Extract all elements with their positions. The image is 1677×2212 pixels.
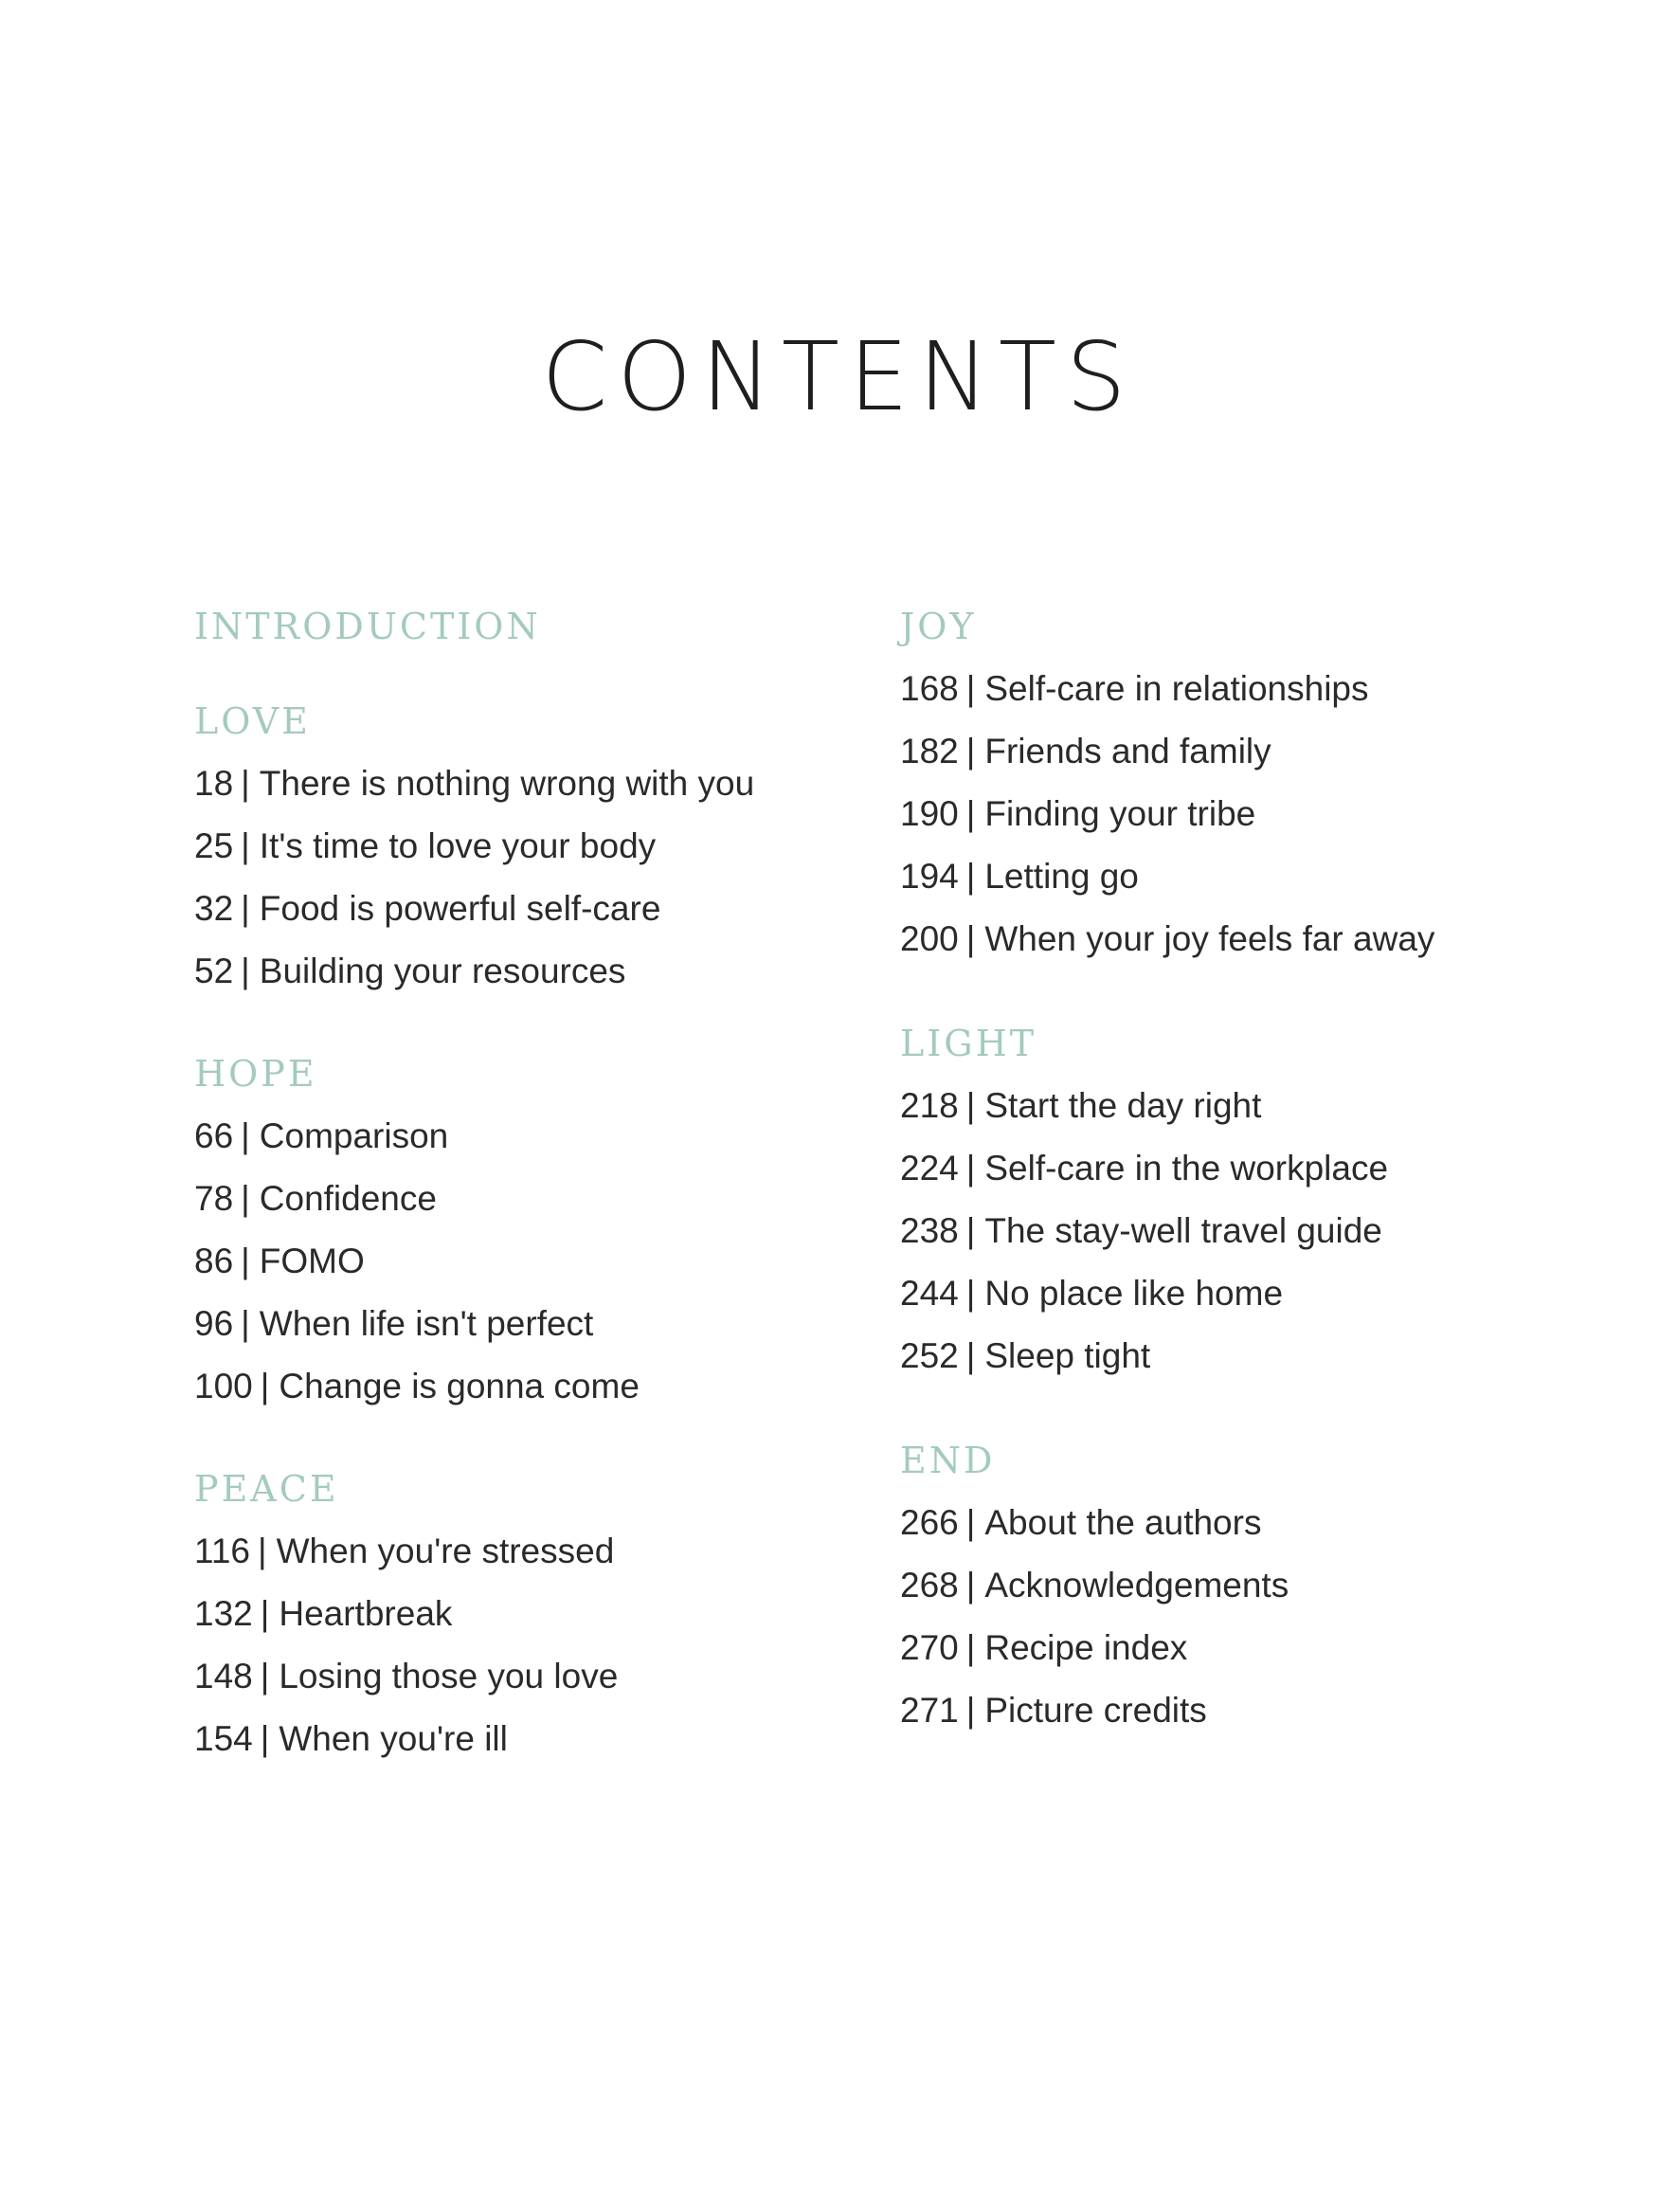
toc-entry[interactable] — [900, 1200, 1620, 1262]
separator: | — [965, 1336, 976, 1375]
entry-title: Losing those you love — [279, 1657, 619, 1695]
section-heading-love[interactable]: LOVE — [194, 700, 311, 742]
toc-section-light — [900, 1012, 1620, 1387]
separator: | — [260, 1719, 270, 1758]
page-number: 168 — [900, 669, 959, 708]
separator: | — [241, 889, 250, 928]
separator: | — [965, 732, 976, 771]
toc-entry[interactable] — [900, 1075, 1620, 1137]
toc-entry[interactable] — [194, 1583, 876, 1645]
toc-section-hope — [194, 1043, 876, 1418]
entry-title: Acknowledgements — [984, 1566, 1289, 1605]
separator: | — [241, 764, 250, 803]
entry-title: FOMO — [259, 1242, 365, 1280]
page-number: 266 — [900, 1503, 959, 1542]
separator: | — [241, 1242, 250, 1280]
toc-section-end — [900, 1429, 1620, 1742]
toc-section-peace — [194, 1458, 876, 1770]
page-number: 244 — [900, 1274, 959, 1313]
page-number: 154 — [194, 1719, 253, 1758]
toc-section-joy — [900, 595, 1620, 970]
page-number: 224 — [900, 1149, 959, 1188]
entry-title: Heartbreak — [279, 1594, 453, 1633]
page-number: 200 — [900, 919, 959, 958]
page-number: 148 — [194, 1657, 253, 1695]
separator: | — [965, 1086, 976, 1125]
entry-title: Food is powerful self-care — [259, 889, 661, 928]
separator: | — [965, 1211, 976, 1250]
entry-title: Start the day right — [984, 1086, 1262, 1125]
section-heading-peace[interactable]: PEACE — [194, 1468, 339, 1510]
section-gap — [900, 1387, 1620, 1429]
toc-entry[interactable] — [900, 845, 1620, 908]
entry-title: Finding your tribe — [984, 794, 1256, 833]
toc-entry[interactable] — [900, 720, 1620, 783]
toc-entry[interactable] — [194, 815, 876, 878]
page-number: 238 — [900, 1211, 959, 1250]
toc-section-love — [194, 690, 876, 1003]
entry-title: Sleep tight — [984, 1336, 1151, 1375]
toc-entry[interactable] — [900, 1492, 1620, 1554]
separator: | — [241, 1179, 250, 1218]
toc-entry[interactable] — [194, 1355, 876, 1418]
page-number: 86 — [194, 1242, 234, 1280]
separator: | — [241, 826, 250, 865]
toc-entry[interactable] — [900, 1617, 1620, 1679]
toc-entry[interactable] — [194, 1293, 876, 1355]
entry-title: There is nothing wrong with you — [259, 764, 755, 803]
toc-entry[interactable] — [900, 783, 1620, 845]
entry-title: Self-care in the workplace — [984, 1149, 1389, 1188]
entry-title: About the authors — [984, 1503, 1262, 1542]
entry-title: It's time to love your body — [259, 826, 657, 865]
toc-entry[interactable] — [900, 1679, 1620, 1742]
toc-entry[interactable] — [194, 1708, 876, 1770]
entry-title: When you're stressed — [276, 1532, 615, 1570]
page-number: 252 — [900, 1336, 959, 1375]
entry-title: Comparison — [259, 1116, 449, 1155]
separator: | — [965, 1566, 976, 1605]
section-gap — [194, 1418, 876, 1458]
separator: | — [260, 1367, 270, 1405]
separator: | — [241, 1116, 250, 1155]
section-heading-joy[interactable]: JOY — [900, 606, 977, 647]
toc-entry[interactable] — [194, 878, 876, 940]
separator: | — [965, 1628, 976, 1667]
separator: | — [965, 1503, 976, 1542]
entry-title: Change is gonna come — [279, 1367, 640, 1405]
toc-entry[interactable] — [900, 1325, 1620, 1387]
page-number: 100 — [194, 1367, 253, 1405]
toc-entry[interactable] — [194, 1168, 876, 1230]
toc-right-column — [900, 595, 1620, 1742]
page-number: 132 — [194, 1594, 253, 1633]
page-number: 270 — [900, 1628, 959, 1667]
toc-entry[interactable] — [194, 1520, 876, 1583]
toc-entry[interactable] — [194, 940, 876, 1003]
toc-left-column — [194, 595, 876, 1770]
toc-entry[interactable] — [900, 1262, 1620, 1325]
entry-title: When life isn't perfect — [259, 1304, 594, 1343]
page-number: 116 — [194, 1532, 250, 1570]
separator: | — [241, 952, 250, 990]
toc-entry[interactable] — [194, 1645, 876, 1708]
page-number: 194 — [900, 857, 959, 896]
section-gap — [194, 1003, 876, 1043]
entry-title: When your joy feels far away — [984, 919, 1435, 958]
toc-entry[interactable] — [194, 752, 876, 815]
page-number: 96 — [194, 1304, 234, 1343]
page-number: 182 — [900, 732, 959, 771]
entry-title: Self-care in relationships — [984, 669, 1369, 708]
toc-entry[interactable] — [900, 658, 1620, 720]
separator: | — [965, 919, 976, 958]
entry-title: Confidence — [259, 1179, 437, 1218]
section-gap — [900, 970, 1620, 1012]
separator: | — [260, 1657, 270, 1695]
separator: | — [965, 1691, 976, 1730]
entry-title: The stay-well travel guide — [984, 1211, 1382, 1250]
separator: | — [965, 669, 976, 708]
page-number: 52 — [194, 952, 234, 990]
entry-title: Letting go — [984, 857, 1139, 896]
page-number: 78 — [194, 1179, 234, 1218]
page-number: 18 — [194, 764, 234, 803]
page-number: 271 — [900, 1691, 959, 1730]
toc-entry[interactable] — [900, 1554, 1620, 1617]
entry-title: When you're ill — [279, 1719, 508, 1758]
page-number: 268 — [900, 1566, 959, 1605]
toc-entry[interactable] — [900, 1137, 1620, 1200]
separator: | — [965, 794, 976, 833]
page-number: 25 — [194, 826, 234, 865]
separator: | — [258, 1532, 267, 1570]
section-heading-light[interactable]: LIGHT — [900, 1023, 1037, 1064]
page-title: CONTENTS — [541, 321, 1136, 432]
page-number: 218 — [900, 1086, 959, 1125]
entry-title: Building your resources — [259, 952, 626, 990]
toc-entry[interactable] — [194, 1230, 876, 1293]
page-number: 32 — [194, 889, 234, 928]
separator: | — [965, 1149, 976, 1188]
toc-entry[interactable] — [194, 1105, 876, 1168]
entry-title: Picture credits — [984, 1691, 1207, 1730]
page-number: 66 — [194, 1116, 234, 1155]
page-number: 190 — [900, 794, 959, 833]
separator: | — [965, 1274, 976, 1313]
entry-title: No place like home — [984, 1274, 1284, 1313]
section-heading-end[interactable]: END — [900, 1440, 996, 1481]
section-heading-introduction[interactable]: INTRODUCTION — [194, 606, 541, 647]
toc-entry[interactable] — [900, 908, 1620, 970]
entry-title: Friends and family — [984, 732, 1271, 771]
section-heading-hope[interactable]: HOPE — [194, 1053, 317, 1095]
entry-title: Recipe index — [984, 1628, 1188, 1667]
separator: | — [241, 1304, 250, 1343]
separator: | — [965, 857, 976, 896]
separator: | — [260, 1594, 270, 1633]
